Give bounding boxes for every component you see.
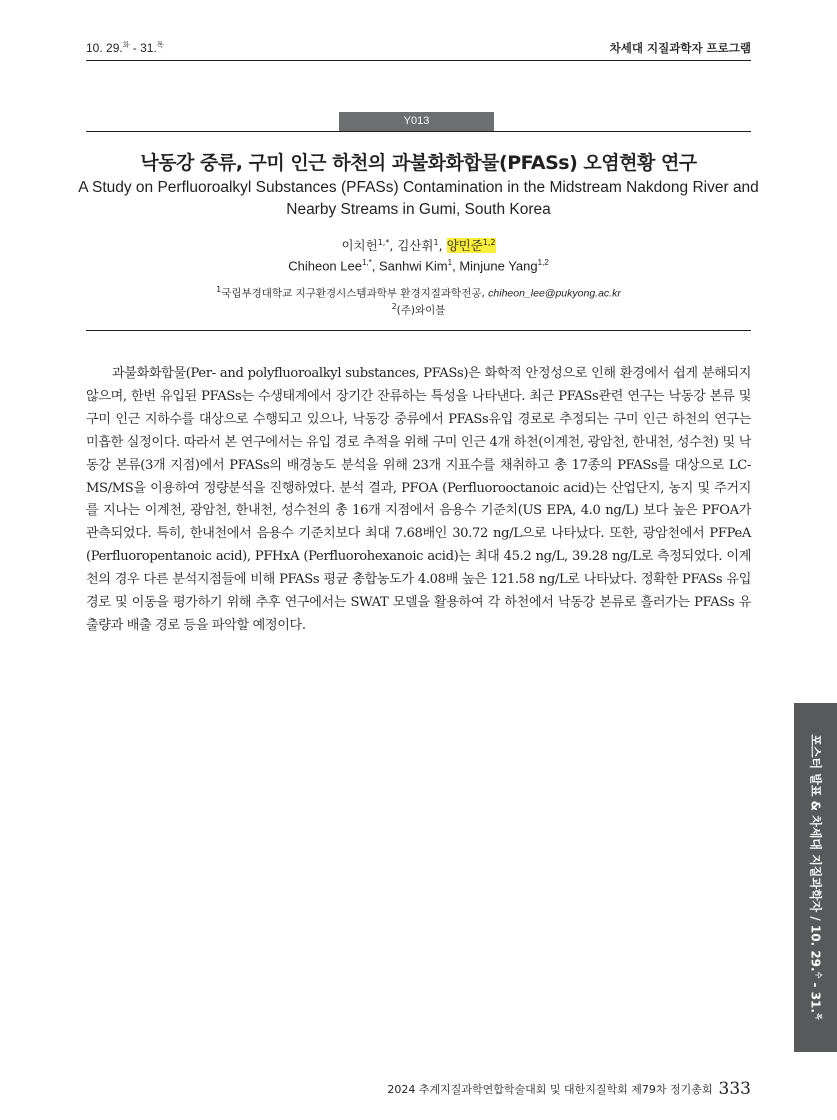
footer-conference: 2024 추계지질과학연합학술대회 및 대한지질학회 제79차 정기총회 [387, 1083, 713, 1096]
title-korean: 낙동강 중류, 구미 인근 하천의 과불화화합물(PFASs) 오염현황 연구 [140, 152, 697, 174]
author-email[interactable]: chiheon_lee@pukyong.ac.kr [488, 287, 621, 300]
author-name: 김산휘 [397, 238, 434, 253]
abstract-code-badge: Y013 [339, 112, 494, 131]
section-side-tab-label: 포스터 발표 & 차세대 지질과학자 / 10. 29.$^수$ - 31.$^목$ [808, 734, 823, 1020]
affiliation-2: $^2$(주)와이블 [391, 302, 446, 317]
abstract-body [86, 363, 751, 638]
author-name: Minjune Yang [459, 258, 538, 274]
author-name: Chiheon Lee [288, 258, 362, 274]
abstract-paragraph: 과불화화합물(Per- and polyfluoroalkyl substances, PFASs)은 화학적 안정성으로 인해 환경에서 쉽게 분해되지 않으며, 한번 유입된 PFASs는 수생태계에서 장기간 잔류하는 특성을 나타낸다. 최근 PFASs관련 연구는 낙동강 본류 및 구미 인근 지하수를 대상으로 수행되고 있으나, 낙동강 중류에서 PFASs유입 경로로 추정되는 구미 인근 하천의 연구는 미흡한 실정이다. 따라서 본 연구에서는 유입 경로 추적을 위해 구미 인근 4개 하천(이계천, 광암천, 한내천, 성수천) 및 낙동강 본류(3개 지점)에서 PFASs의 배경농도 분석을 위해 23개 지표수를 채취하고 총 17종의 PFASs를 대상으로 LC-MS/MS을 이용하여 정량분석을 진행하였다. 분석 결과, PFOA (Perfluorooctanoic acid)는 산업단지, 농지 및 주거지를 지나는 이계천, 광암천, 한내천, 성수천의 총 16개 지점에서 음용수 기준치(US EPA, 4.0 ng/L) 보다 높은 PFOA가 관측되었다. 특히, 한내천에서 음용수 기준치보다 최대 7.68배인 30.72 ng/L으로 나타났다. 또한, 광암천에서 PFPeA (Perfluoropentanoic acid), PFHxA (Perfluorohexanoic acid)는 최대 45.2 ng/L, 39.28 ng/L로 측정되었다. 이계천의 경우 다른 분석지점들에 비해 PFASs 평균 총합농도가 4.08배 높은 121.58 ng/L로 나타났다. 정확한 PFASs 유입경로 및 이동을 평가하기 위해 추후 연구에서는 SWAT 모델을 활용하여 각 하천에서 낙동강 본류로 흘러가는 PFASs 유출량과 배출 경로 등을 파악할 예정이다. [86, 366, 751, 633]
title-english: A Study on Perfluoroalkyl Substances (PFASs) Contamination in the Midstream Nakdong River and Nearby Streams in Gumi, South Korea [78, 179, 759, 218]
author-name-highlighted: 양민준$^{1,2}$ [446, 237, 496, 253]
header-date: 10. 29.$^화$ - 31.$^목$ [86, 41, 164, 55]
authors-english: Chiheon Lee$^{1,*}$, Sanhwi Kim$^1$, Minjune Yang$^{1,2}$ [288, 258, 549, 274]
page-number: 333 [718, 1079, 751, 1099]
author-name: 이치헌 [341, 238, 378, 253]
author-name: Sanhwi Kim [379, 258, 448, 274]
affiliation-1: $^1$국립부경대학교 지구환경시스템과학부 환경지질과학전공, chiheon_lee@pukyong.ac.kr [216, 285, 621, 300]
title-top-rule [86, 131, 751, 132]
authors-korean: 이치헌$^{1,*}$, 김산휘$^1$, 양민준$^{1,2}$ [341, 237, 496, 253]
header-program: 차세대 지질과학자 프로그램 [609, 41, 751, 55]
header-rule [86, 60, 751, 61]
page-footer [387, 1079, 751, 1099]
title-bottom-rule [86, 330, 751, 331]
